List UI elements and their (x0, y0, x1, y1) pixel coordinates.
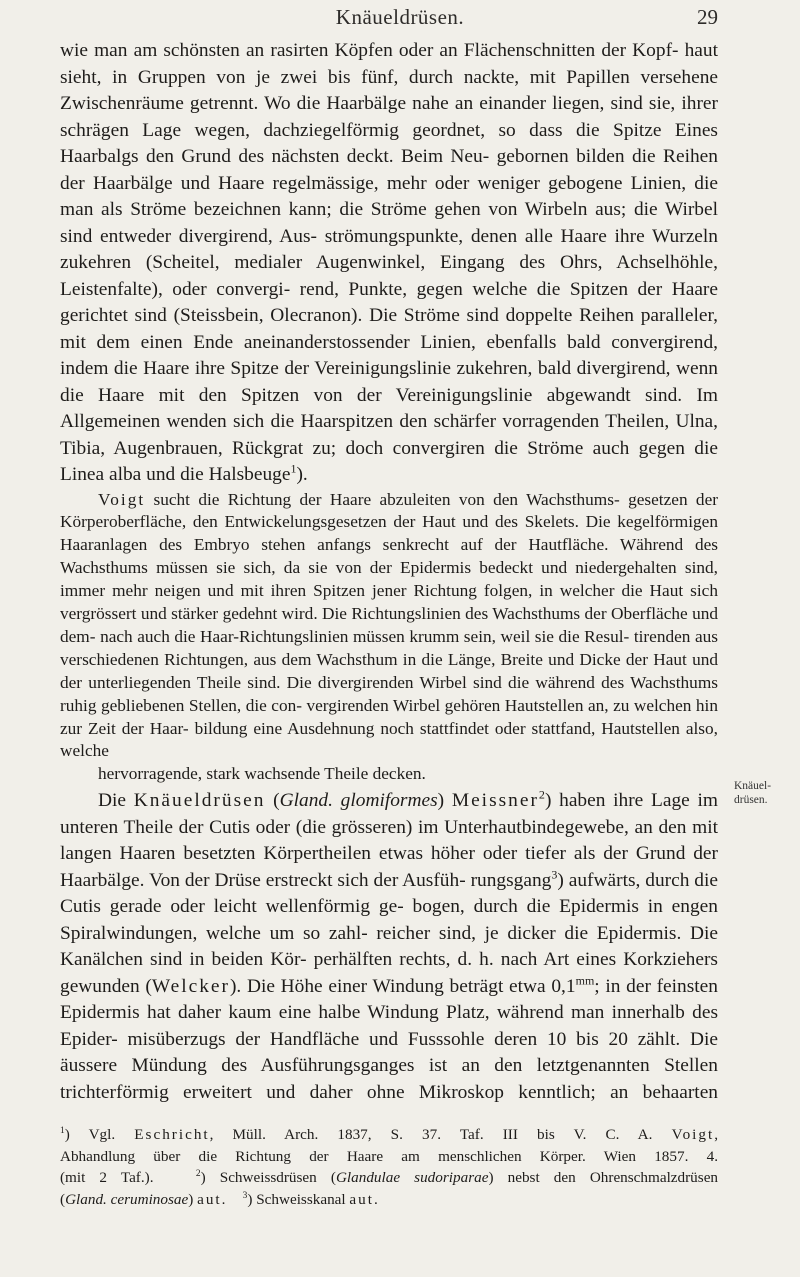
text-fragment: ). (296, 464, 308, 485)
text-line: misüberzugs der Handfläche und Fusssohle deren 10 bis 20 zählt. Die (127, 1028, 718, 1050)
section-term: Knäueldrüsen (133, 790, 266, 812)
paragraph-hair-streams (60, 38, 718, 489)
text-line: bogen, durch die Epidermis in engen Spiralwindungen, welche um so zahl- (60, 896, 718, 944)
page-header-title: Knäueldrüsen. (335, 5, 465, 29)
text-line-last (60, 462, 718, 489)
paragraph-knaueldruesen (60, 788, 718, 1106)
text-fragment: ; in der feinsten Epidermis hat (60, 975, 718, 1024)
author-name: Welcker (151, 975, 230, 997)
text-line: nach auch die Haar-Richtungslinien müssen krumm sein, weil sie die Resul- (100, 626, 630, 646)
footnote-mark: 2 (195, 1168, 201, 1179)
text-fragment: ). (229, 975, 242, 997)
footnote-line (60, 1167, 718, 1189)
text-fragment: ) Schweissdrüsen ( (200, 1169, 336, 1186)
text-line: trichterförmig erweitert und daher ohne Mikroskop kenntlich; an behaarten (60, 1081, 718, 1103)
text-fragment: ) nebst den Ohrenschmalzdrüsen (488, 1169, 719, 1186)
text-line: Ströme gehen von Wirbeln aus; die Wirbel sind entweder divergirend, Aus- (60, 199, 718, 247)
text-line: im unteren Theile der Cutis oder (die grösseren) im Unterhautbindegewebe, (60, 790, 718, 838)
text-fragment: ) aufwärts, durch die Cutis gerade oder leicht wellenförmig ge- (60, 869, 718, 918)
text-line: gesetzen der Körperoberfläche, den Entwickelungsgesetzen der Haut und des (60, 489, 718, 532)
text-line: oder weniger gebogene Linien, die man als Ströme bezeichnen kann; die (60, 172, 718, 220)
footnote-ref[interactable]: 2 (538, 787, 545, 802)
text-fragment: Die Höhe einer Windung beträgt etwa 0,1 (246, 975, 576, 997)
text-fragment: , Müll. Arch. 1837, S. 37. Taf. III bis V. C. A. (209, 1126, 672, 1143)
latin-term: Gland. glomiformes (279, 790, 438, 812)
text-line: strömungspunkte, denen alle Haare ihre Wurzeln zukehren (Scheitel, medialer (60, 225, 718, 273)
text-fragment: perhälften rechts, d. h. nach Art eines Korkziehers gewunden ( (60, 949, 718, 997)
text-line: an den mit langen Haaren besetzten Körpertheilen etwas höher oder tiefer (60, 816, 718, 865)
text-line: vergirenden Wirbel gehören Hautstellen an, zu welchen hin zur Zeit der Haar- (60, 695, 718, 738)
footnote-mark: 3 (242, 1190, 248, 1201)
margin-note-line: Knäuel- (734, 780, 772, 792)
text-line: mit den Spitzen von der Vereinigungslinie abgewandt sind. Im Allgemeinen (60, 384, 718, 432)
footnote-block (60, 1124, 718, 1210)
text-line: gebornen bilden die Reihen der Haarbälge und Haare regelmässige, mehr (60, 146, 718, 194)
text-line: auf der Hautfläche. Während des Wachsthums müssen sie sich, da sie von der (60, 535, 718, 578)
text-line: versehene Zwischenräume getrennt. Wo die Haarbälge nahe an einander (60, 66, 718, 114)
text-line: Augenwinkel, Eingang des Ohrs, Achselhöhle, Leistenfalte), oder convergi- (60, 252, 718, 300)
main-text (60, 38, 718, 1106)
footnote-line (60, 1189, 718, 1211)
author-name: Voigt (98, 489, 146, 509)
unit-superscript: mm (575, 973, 595, 988)
footnote-mark: 1 (60, 1125, 65, 1136)
footnote-line: Abhandlung über die Richtung der Haare am menschlichen Körper. Wien 1857. 4. (60, 1147, 718, 1165)
text-line: Wirbel sind die während des Wachsthums ruhig gebliebenen Stellen, die con- (60, 672, 718, 715)
author-name: Eschricht (134, 1126, 210, 1143)
text-line: tirenden aus verschiedenen Richtungen, aus dem Wachsthum in die Länge, Breite (60, 626, 719, 669)
text-line: wenden sich die Haarspitzen den schärfer vorragenden Theilen, Ulna, Tibia, (60, 411, 718, 459)
text-fragment: rungsgang (470, 869, 552, 891)
text-fragment: Die (98, 790, 134, 812)
text-line: rend, Punkte, gegen welche die Spitzen der Haare gerichtet sind (Steissbein, (60, 278, 718, 326)
text-fragment: , (714, 1126, 718, 1143)
text-line: Augenbrauen, Rückgrat zu; doch convergiren die Ströme auch gegen die (113, 437, 718, 459)
text-line: äussere Mündung des Ausführungsganges ist an den letztgenannten Stellen (60, 1055, 718, 1077)
footnotes (60, 1124, 718, 1210)
text-fragment: ) Schweisskanal (247, 1190, 350, 1208)
margin-note (734, 779, 794, 807)
latin-term: Glandulae sudoriparae (335, 1169, 489, 1186)
footnote-line (60, 1124, 718, 1146)
text-line: und Dicke der Haut und der unterliegenden Theile sind. Die divergirenden (60, 649, 719, 692)
text-line: ihre Spitze der Vereinigungslinie zukehren, bald divergirend, wenn die Haare (60, 358, 718, 406)
text-line: daher kaum eine halbe Windung Platz, während man innerhalb des Epider- (60, 1002, 719, 1050)
text-line: gedehnt wird. Die Richtungslinien des Wachsthums der Oberfläche und dem- (60, 604, 719, 646)
footnote-ref[interactable]: 3 (551, 867, 558, 882)
text-fragment: ) haben ihre Lage (544, 790, 690, 812)
text-line: reicher sind, je dicker die Epidermis. Die Kanälchen sind in beiden Kör- (60, 922, 718, 971)
running-head (0, 5, 800, 33)
text-fragment: ( (60, 1190, 66, 1208)
text-fragment: ( (265, 790, 280, 812)
text-line: haut sieht, in Gruppen von je zwei bis fünf, durch nackte, mit Papillen (60, 40, 718, 88)
text-line: als der Grund der Haarbälge. Von der Drüse erstreckt sich der Ausfüh- (60, 843, 718, 891)
abbreviation: aut. (349, 1190, 380, 1208)
text-line: dass die Spitze Eines Haarbalgs den Grund des nächsten deckt. Beim Neu- (60, 119, 718, 167)
text-fragment: Linea alba und die Halsbeuge (60, 464, 291, 485)
abbreviation: aut. (197, 1190, 228, 1208)
page-number: 29 (697, 5, 718, 29)
text-fragment: ) (188, 1190, 198, 1208)
margin-note-line: drüsen. (734, 794, 768, 806)
text-line: sucht die Richtung der Haare abzuleiten von den Wachsthums- (145, 489, 620, 509)
text-line: Epidermis bedeckt und niedergehalten sind, immer mehr neigen und mit ihren (60, 558, 718, 601)
text-line: Olecranon). Die Ströme sind doppelte Reihen paralleler, mit dem einen Ende (60, 305, 718, 353)
text-line: Skelets. Die kegelförmigen Haaranlagen des Embryo stehen anfangs senkrecht (60, 512, 718, 555)
text-line: liegen, sind sie, ihrer schrägen Lage wegen, dachziegelförmig geordnet, so (60, 93, 718, 141)
text-line: Spitzen jener Richtung folgen, in welcher die Haut sich vergrössert und stärker (60, 581, 718, 624)
latin-term: Gland. ceruminosae (65, 1190, 189, 1208)
author-name: Meissner (451, 790, 539, 812)
text-line: wie man am schönsten an rasirten Köpfen oder an Flächenschnitten der Kopf- (60, 40, 679, 61)
text-fragment: ) Vgl. (64, 1126, 135, 1143)
author-name: Voigt (671, 1126, 715, 1143)
text-line-last: hervorragende, stark wachsende Theile decken. (98, 764, 426, 784)
text-line: aneinanderstossender Linien, ebenfalls bald convergirend, indem die Haare (60, 331, 718, 379)
text-line: bildung eine Ausdehnung noch stattfindet oder stattfand, Hautstellen also, welche (60, 718, 718, 761)
footnote-ref[interactable]: 1 (290, 461, 297, 476)
text-fragment: ) (437, 790, 452, 812)
paragraph-voigt (60, 489, 718, 787)
text-fragment: (mit 2 Taf.). (60, 1169, 154, 1186)
